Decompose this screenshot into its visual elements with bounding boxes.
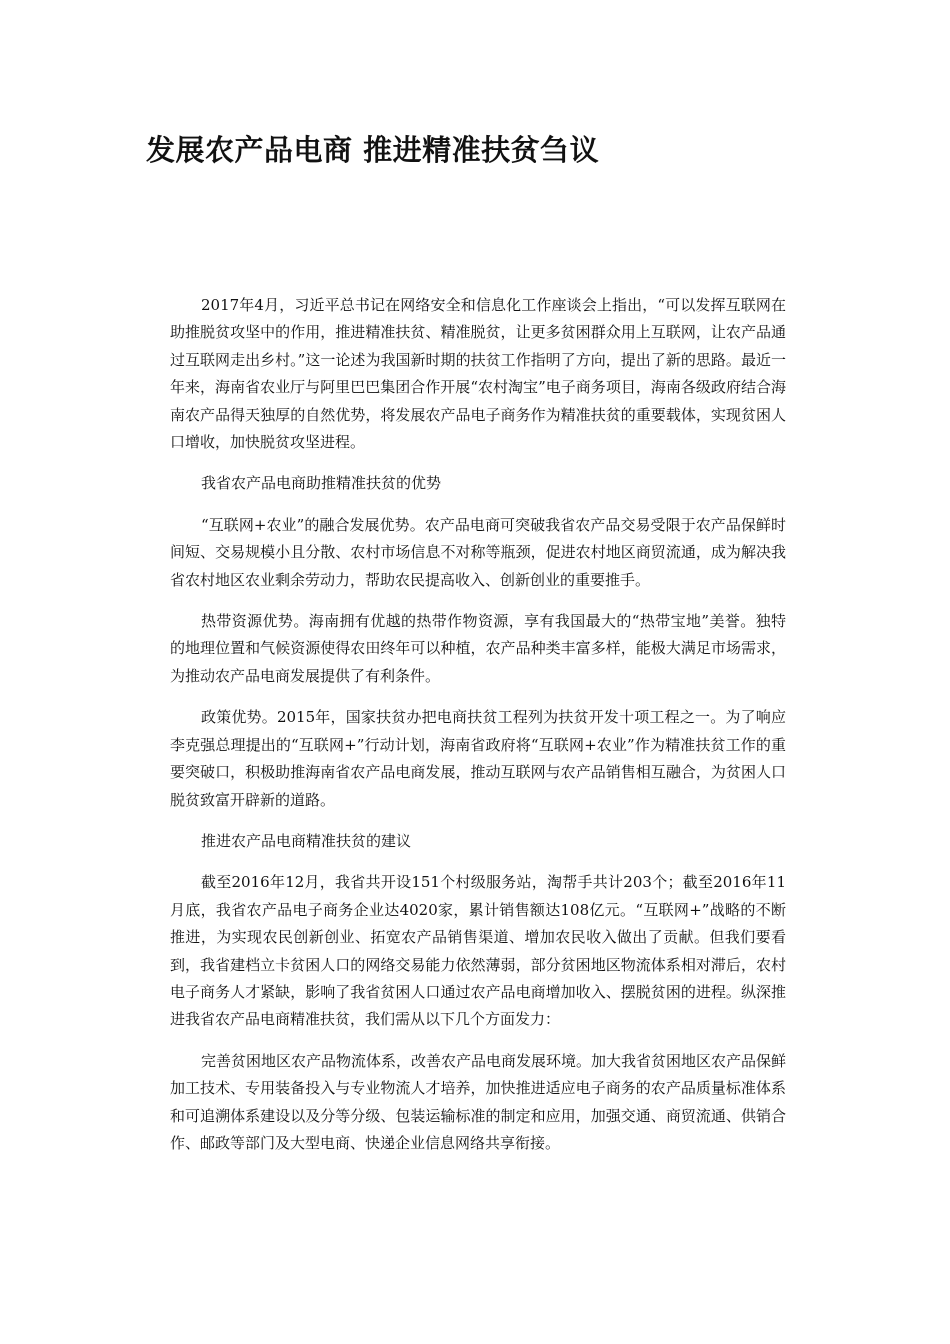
section-heading-suggestions: 推进农产品电商精准扶贫的建议 [201,831,412,850]
section-heading-advantages: 我省农产品电商助推精准扶贫的优势 [201,474,442,493]
paragraph-statistics: 截至2016年12月，我省共开设151个村级服务站，淘帮手共计203个；截至2016年11月底，我省农产品电子商务企业达4020家，累计销售额达108亿元。“互联网+”战略的不断推进，为实现农民创新创业、拓宽农产品销售渠道、增加农民收入做出了贡献。但我们要看到，我省建档立卡贫困人口的网络交易能力依然薄弱，部分贫困地区物流体系相对滞后，农村电子商务人才紧缺，影响了我省贫困人口通过农产品电商增加收入、摆脱贫困的进程。纵深推进我省农产品电商精准扶贫，我们需从以下几个方面发力： [170,873,786,1029]
paragraph-intro: 2017年4月，习近平总书记在网络安全和信息化工作座谈会上指出，“可以发挥互联网在助推脱贫攻坚中的作用，推进精准扶贫、精准脱贫，让更多贫困群众用上互联网，让农产品通过互联网走出乡村。”这一论述为我国新时期的扶贫工作指明了方向，提出了新的思路。最近一年来，海南省农业厅与阿里巴巴集团合作开展“农村淘宝”电子商务项目，海南各级政府结合海南农产品得天独厚的自然优势，将发展农产品电子商务作为精准扶贫的重要载体，实现贫困人口增收，加快脱贫攻坚进程。 [170,296,786,452]
paragraph-internet-agriculture: “互联网+农业”的融合发展优势。农产品电商可突破我省农产品交易受限于农产品保鲜时间短、交易规模小且分散、农村市场信息不对称等瓶颈，促进农村地区商贸流通，成为解决我省农村地区农业剩余劳动力，帮助农民提高收入、创新创业的重要推手。 [170,515,786,589]
document-body [170,292,786,1171]
paragraph-tropical-resources: 热带资源优势。海南拥有优越的热带作物资源，享有我国最大的“热带宝地”美誉。独特的地理位置和气候资源使得农田终年可以种植，农产品种类丰富多样，能极大满足市场需求，为推动农产品电商发展提供了有利条件。 [170,612,786,685]
paragraph-logistics: 完善贫困地区农产品物流体系，改善农产品电商发展环境。加大我省贫困地区农产品保鲜加工技术、专用装备投入与专业物流人才培养，加快推进适应电子商务的农产品质量标准体系和可追溯体系建设以及分等分级、包装运输标准的制定和应用，加强交通、商贸流通、供销合作、邮政等部门及大型电商、快递企业信息网络共享衔接。 [170,1051,787,1152]
paragraph-policy: 政策优势。2015年，国家扶贫办把电商扶贫工程列为扶贫开发十项工程之一。为了响应李克强总理提出的“互联网+”行动计划，海南省政府将“互联网+农业”作为精准扶贫工作的重要突破口，积极助推海南省农产品电商发展，推动互联网与农产品销售相互融合，为贫困人口脱贫致富开辟新的道路。 [170,708,786,809]
document-title: 发展农产品电商 推进精准扶贫刍议 [146,133,600,167]
